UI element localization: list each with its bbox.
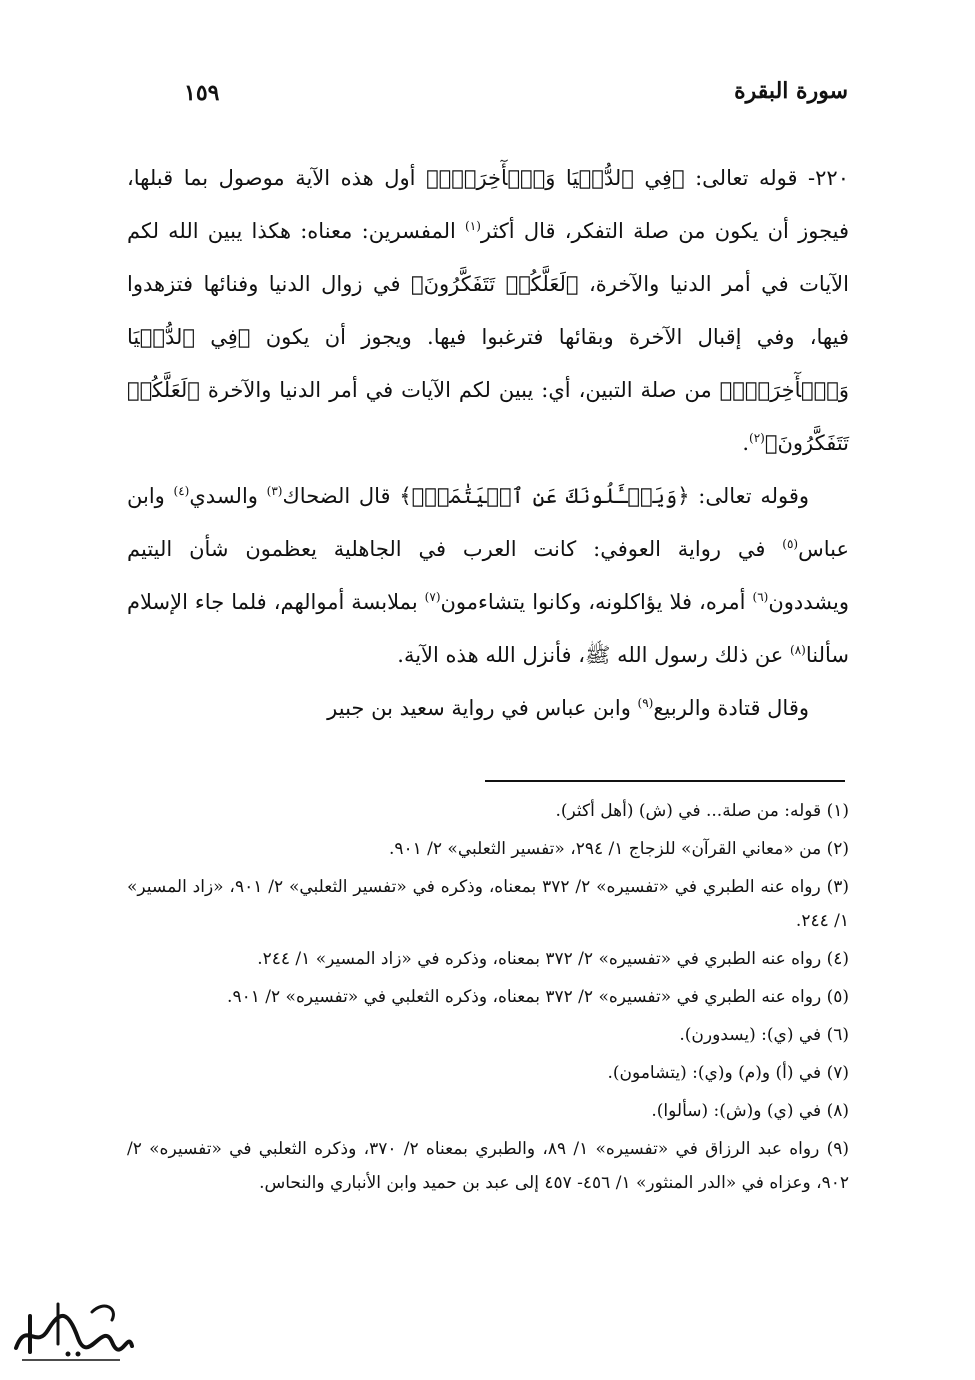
text-run: .: [742, 431, 750, 455]
footnote-4: (٤) رواه عنه الطبري في «تفسيره» ٢/ ٣٧٢ بمعناه، وذكره في «زاد المسير» ١/ ٢٤٤.: [257, 949, 849, 969]
quran-quote: ﴿وَيَسۡـَٔلُونَكَ عَنِ ٱلۡيَتَٰمَىٰۖ﴾: [399, 484, 690, 508]
footnotes: [127, 794, 849, 1204]
text-run: وابن عباس: [127, 484, 849, 561]
footnote-ref-3[interactable]: (٣): [266, 484, 283, 498]
page-number: ١٥٩: [184, 80, 220, 106]
footnote-ref-2[interactable]: (٢): [749, 431, 765, 445]
quran-quote: ﴿لَعَلَّكُمۡ تَتَفَكَّرُونَ﴾: [127, 378, 849, 455]
footnote-ref-9[interactable]: (٩): [637, 696, 654, 710]
footnote-ref-8[interactable]: (٨): [790, 643, 806, 657]
quran-quote: ﴿فِي ٱلدُّنۡيَا وَٱلۡأٓخِرَةِۗ﴾: [426, 166, 685, 190]
footnote-ref-7[interactable]: (٧): [424, 590, 441, 604]
footnote-3: (٣) رواه عنه الطبري في «تفسيره» ٢/ ٣٧٢ بمعناه، وذكره في «تفسير الثعلبي» ٢/ ٩٠١، «زاد المسير» ١/ ٢٤٤.: [127, 877, 849, 931]
footnote-5: (٥) رواه عنه الطبري في «تفسيره» ٢/ ٣٧٢ بمعناه، وذكره الثعلبي في «تفسيره» ٢/ ٩٠١.: [227, 987, 849, 1007]
footnote-9: (٩) رواه عبد الرزاق في «تفسيره» ١/ ٨٩، والطبري بمعناه ٢/ ٣٧٠، وذكره الثعلبي في «تفسيره» ٢/ ٩٠٢، وعزاه في «الدر المنثور» ١/ ٤٥٦- ٤٥٧ إلى عبد بن حميد وابن الأنباري والنحاس.: [127, 1139, 849, 1193]
quran-quote: ﴿لَعَلَّكُمۡ تَتَفَكَّرُونَ﴾: [410, 272, 579, 296]
calligraphy-logo-icon: [8, 1290, 138, 1370]
quran-quote: ﴿فِي ٱلدُّنۡيَا وَٱلۡأٓخِرَةِۗ﴾: [127, 325, 849, 402]
main-text: [127, 152, 849, 735]
text-run: ٢٢٠- قوله تعالى:: [684, 166, 849, 190]
text-run: عن ذلك رسول الله ﷺ، فأنزل الله هذه الآية.: [397, 643, 791, 667]
page-header: [120, 78, 848, 118]
footnote-ref-4[interactable]: (٤): [173, 484, 190, 498]
paragraph-orphans: [127, 470, 849, 682]
running-title: سورة البقرة: [734, 78, 848, 104]
publisher-logo-icon: [8, 1290, 138, 1370]
footnote-2: (٢) من «معاني القرآن» للزجاج ١/ ٢٩٤، «تفسير الثعلبي» ٢/ ٩٠١.: [388, 839, 849, 859]
text-run: والسدي: [189, 484, 267, 508]
text-run: المفسرين: معناه: هكذا يبين الله لكم الآيات في أمر الدنيا والآخرة،: [127, 219, 849, 296]
text-run: بملابسة أموالهم، فلما جاء الإسلام سألنا: [127, 590, 849, 667]
text-run: وقال قتادة والربيع: [653, 696, 809, 720]
text-run: وابن عباس في رواية سعيد بن جبير: [327, 696, 638, 720]
footnote-6: (٦) في (ي): (يسدورن).: [679, 1025, 849, 1045]
footnote-divider: [485, 780, 845, 782]
text-run: من صلة التبين، أي: يبين لكم الآيات في أمر الدنيا والآخرة: [199, 378, 720, 402]
footnote-7: (٧) في (أ) و(م) و(ي): (يتشامون).: [607, 1063, 849, 1083]
text-run: أمره، فلا يؤاكلونه، وكانوا يتشاءمون: [440, 590, 753, 614]
footnote-ref-5[interactable]: (٥): [782, 537, 799, 551]
text-run: في زوال الدنيا وفنائها فتزهدوا فيها، وفي إقبال الآخرة وبقائها فترغبوا فيها. ويجوز أن يكون: [127, 272, 849, 349]
text-run: قال الضحاك: [282, 484, 400, 508]
paragraph-qatada: [127, 682, 849, 735]
text-run: وقوله تعالى:: [689, 484, 810, 508]
footnote-ref-1[interactable]: (١): [465, 219, 481, 233]
text-run: أول هذه الآية موصول بما قبلها، فيجوز أن يكون من صلة التفكر، قال أكثر: [127, 166, 850, 243]
footnote-ref-6[interactable]: (٦): [752, 590, 769, 604]
paragraph-verse-220: [127, 152, 849, 470]
footnote-8: (٨) في (ي) و(ش): (سألوا).: [651, 1101, 849, 1121]
footnote-1: (١) قوله: من صلة... في (ش) (أهل أكثر).: [555, 801, 849, 821]
text-run: في رواية العوفي: كانت العرب في الجاهلية يعظمون شأن اليتيم ويشددون: [127, 537, 849, 614]
